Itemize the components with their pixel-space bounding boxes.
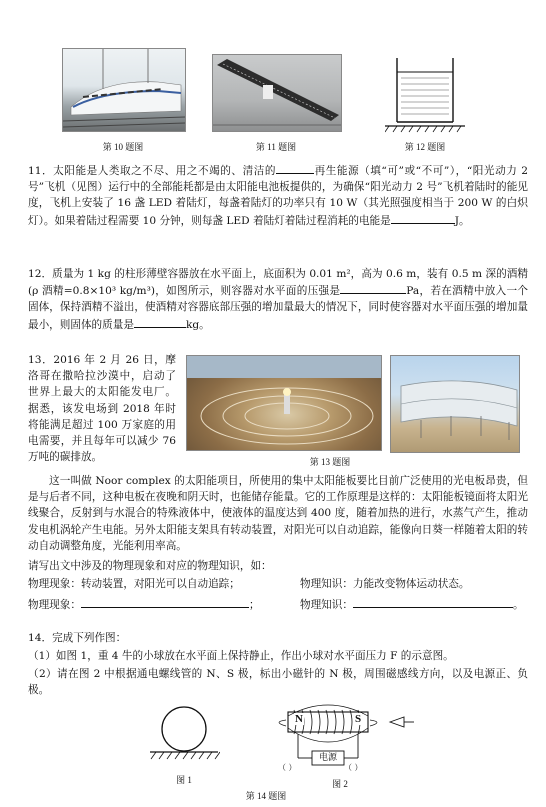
fig1-caption: 图 1 (176, 775, 192, 785)
q14-title: 14．完成下列作图： (28, 632, 127, 644)
q12-text-c: kg。 (185, 318, 210, 331)
power-source-label: 电源 (318, 753, 337, 763)
question-12 (28, 266, 528, 333)
q13-phenomenon-blank[interactable] (81, 596, 249, 608)
q13-semicolon: ； (248, 599, 260, 611)
q13-example-knowledge: 物理知识：力能改变物体运动状态。 (300, 578, 470, 590)
train-photo (62, 48, 186, 132)
fig13-caption: 第 13 题图 (309, 457, 351, 467)
q11-text-b: 再生能源（填“可”或“不可”），“阳光动力 2 号”飞机（见图）运行中的全部能耗都是由太阳能电池板提供的，为确保“阳光动力 2 号”飞机着陆时的能见度，飞机上安装了 16 盏 LED 着陆灯，每盏着陆灯的功率只有 10 W（其光照强度相当于 200 W 的白炽灯）。如果着陆过程需要 10 分钟，则每盏 LED 着陆灯着陆过程消耗的电能是 (28, 165, 529, 227)
fig2-solenoid-diagram (268, 700, 418, 776)
alcohol-container-drawing (385, 52, 465, 134)
fig10-caption: 第 10 题图 (102, 142, 144, 152)
solenoid-s-label: S (355, 713, 362, 725)
q13-phenomenon-label: 物理现象： (28, 599, 81, 611)
power-left-terminal[interactable]: （ ） (278, 763, 297, 772)
q13-paragraph (28, 473, 528, 554)
q14-part1: （1）如图 1，重 4 牛的小球放在水平面上保持静止，作出小球对水平面压力 F 的示意图。 (28, 650, 454, 662)
fig11-caption: 第 11 题图 (255, 142, 297, 152)
q12-text-b: Pa，若在酒精中放入一个固体，保持酒精不溢出，使酒精对容器底部压强的增加量最大的情况下，同时使容器对水平面压强的增加量最小，则固体的质量是 (28, 285, 528, 331)
q13-period: 。 (512, 599, 524, 611)
fig12-caption: 第 12 题图 (404, 142, 446, 152)
mirrors-illustration (391, 356, 519, 452)
q14-part2: （2）请在图 2 中根据通电螺线管的 N、S 极，标出小磁针的 N 极，周围磁感线方向，以及电源正、负极。 (28, 668, 528, 697)
q13-intro: 13．2016 年 2 月 26 日，摩洛哥在撒哈拉沙漠中，启动了世界上最大的太阳能发电厂。据悉，该发电场到 2018 年时将能满足超过 100 万家庭的用电需要，并且每年可以减少 76 万吨的碳排放。 (28, 354, 176, 464)
q13-ask: 请写出文中涉及的物理现象和对应的物理知识，如： (28, 560, 272, 572)
ball-on-ground-drawing (148, 703, 220, 765)
plant-illustration (187, 356, 381, 450)
q12-text-a: 12．质量为 1 kg 的柱形薄壁容器放在水平面上，底面积为 0.01 m²，高为 0.6 m，装有 0.5 m 深的酒精(ρ 酒精=0.8×10³ kg/m³)，如图所示，则容器对水平面的压强是 (28, 268, 528, 298)
train-illustration (63, 49, 185, 131)
question-11 (28, 162, 528, 229)
q12-blank-1[interactable] (340, 282, 406, 294)
solar-plane-photo (212, 54, 342, 132)
solar-mirrors-photo (390, 355, 520, 453)
container-diagram (385, 52, 465, 134)
q13-answer-row-2 (300, 596, 524, 613)
plane-illustration (213, 55, 341, 131)
q11-blank-2[interactable] (391, 212, 455, 224)
solar-plant-aerial-photo (186, 355, 382, 451)
q13-example-phenomenon: 物理现象：转动装置，对阳光可以自动追踪； (28, 578, 240, 590)
q12-blank-2[interactable] (134, 316, 186, 328)
q11-text-a: 11．太阳能是人类取之不尽、用之不竭的、清洁的 (28, 165, 277, 177)
solenoid-n-label: N (295, 713, 303, 725)
q13-knowledge-label: 物理知识： (300, 599, 353, 611)
q11-blank-1[interactable] (276, 162, 314, 174)
fig1-ball-diagram (148, 703, 220, 765)
q11-text-c: J。 (454, 214, 470, 227)
power-right-terminal[interactable]: （ ） (344, 763, 363, 772)
fig14-caption: 第 14 题图 (245, 791, 287, 801)
q13-para-text: 这一叫做 Noor complex 的太阳能项目，所使用的集中太阳能板要比目前广泛使用的光电板昂贵，但是与后者不同，这种电板在夜晚和阴天时，也能储存能量。它的工作原理是这样的：太阳能板镜面将太阳光线聚合，反射到与水混合的特殊液体中，使液体的温度达到 400 度，随着加热的进行，水蒸气产生，推动发电机涡轮产生电能。另外太阳能支架具有转动装置，对阳光可以自动追踪，能像向日葵一样随着太阳的转动自动调整角度，光能利用率高。 (28, 475, 528, 552)
fig2-caption: 图 2 (332, 779, 348, 789)
q13-knowledge-blank[interactable] (353, 596, 513, 608)
